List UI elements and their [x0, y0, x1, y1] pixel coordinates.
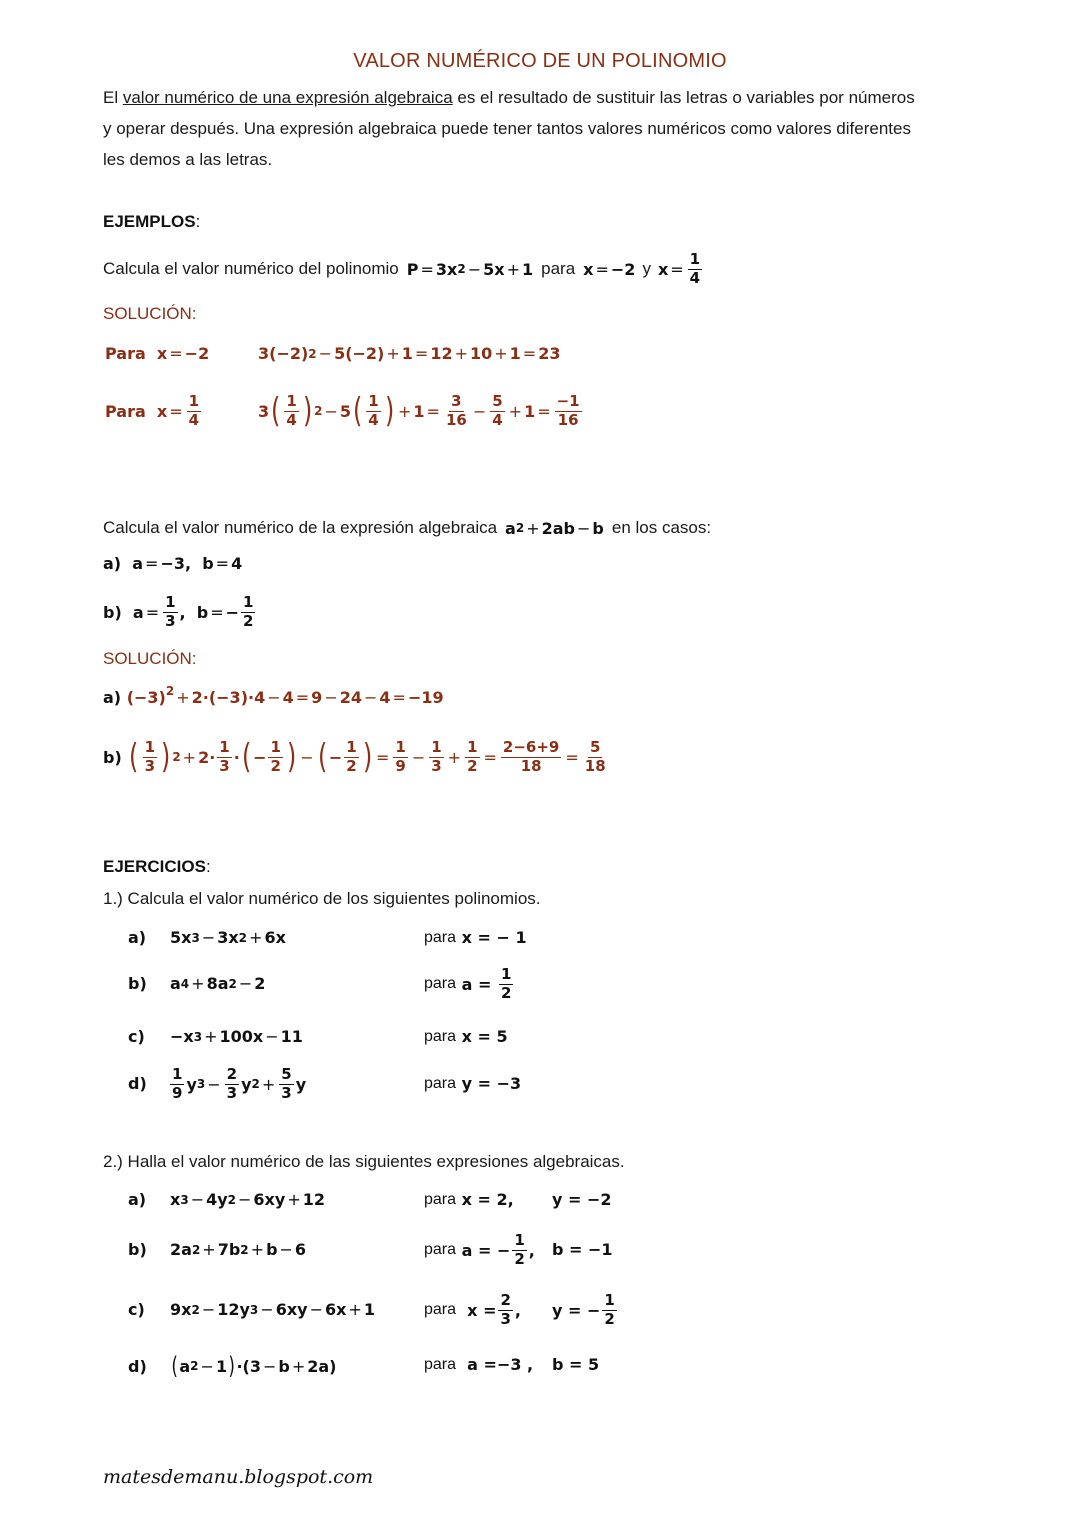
example1-cond2: x = $\frac{1}{4}$ — [657, 249, 701, 287]
exercise1-d-cond: para y = −3 — [424, 1074, 522, 1093]
intro-line-1-end: es el resultado de sustituir las letras o variables por números — [452, 88, 915, 107]
exercise2-a-expr: x 3 − 4y 2 − 6xy + 12 — [170, 1190, 325, 1209]
intro-line-3: les demos a las letras. — [103, 150, 273, 169]
exercise2-b-label: b) — [128, 1240, 147, 1259]
intro-line-2: y operar después. Una expresión algebraica puede tener tantos valores numéricos como valores diferentes — [103, 119, 911, 138]
exercise2-d-cond2: b = 5 — [552, 1355, 600, 1374]
exercise1-a-cond: para x = − 1 — [424, 928, 527, 947]
exercise2-a-label: a) — [128, 1190, 147, 1209]
example1-row1-expr: 3(−2) 2 − 5(−2) + 1 = 12 + 10 + 1 = 23 — [258, 344, 561, 363]
example1-row1-label: Para x = −2 — [105, 344, 210, 363]
exercise1-c-label: c) — [128, 1027, 145, 1046]
definition-term: valor numérico de una expresión algebraica — [122, 88, 453, 107]
example1-row2-expr: 3 ( 1 4 ) 2 − 5 ( 1 4 ) + 1 = $\frac{3}{16}$ − $\frac{5}{4}$ + 1 = $\frac{-1}{16}$ — [258, 391, 580, 431]
intro-line-1-start: El — [103, 88, 123, 107]
exercise2-c-cond2: y = − 1 2 — [552, 1290, 615, 1328]
exercise2-d-expr: ( a 2 − 1 ) ·(3 − b + 2a) — [171, 1352, 337, 1380]
example2-suffix: en los casos: — [611, 518, 712, 537]
exercise1-b-label: b) — [128, 974, 147, 993]
exercise2-c-label: c) — [128, 1300, 145, 1319]
page-title: VALOR NUMÉRICO DE UN POLINOMIO — [353, 50, 727, 72]
exercise2-d-label: d) — [128, 1356, 147, 1376]
example1-cond1: x = −2 — [583, 259, 636, 279]
exercise1-b-cond: para a = 1 2 — [424, 964, 512, 1002]
example1-y: y — [642, 259, 651, 278]
example1-prompt — [103, 246, 704, 292]
example2-solution-a: a) $(-3)^2 + 2\cdot(-3)\cdot 4 - 4 = 9 - 24 - 4 = -19$ — [103, 684, 444, 707]
exercise2-b-cond2: b = −1 — [552, 1240, 613, 1259]
exercise2-c-cond: para x = 2 3 , — [424, 1290, 521, 1328]
footer-site: matesdemanu.blogspot.com — [103, 1466, 374, 1488]
example2-solution-b: b) ( 1 3 ) 2 + 2· $\frac{1}{3}$ · ( − 1 2 ) − ( − 1 2 ) = $\frac{1}{9}$ − $\frac{1}{3}$ + $\frac{1}{2}$ = $\frac{2-6+9}{18}$ = $\frac{5}{18}$ — [103, 737, 606, 777]
exercise1-d-label: d) — [128, 1074, 147, 1093]
exercise2-c-expr: 9x 2 − 12y 3 − 6xy − 6x + 1 — [170, 1300, 375, 1319]
exercise1-c-cond: para x = 5 — [424, 1027, 508, 1046]
example1-polynomial: P = 3x 2 − 5x + 1 — [406, 259, 534, 279]
example2-prompt-text: Calcula el valor numérico de la expresión algebraica — [103, 518, 498, 537]
exercise1-a-expr: 5x 3 − 3x 2 + 6x — [170, 928, 286, 947]
exercise1-d-expr: 1 9 y 3 − $\frac{2}{3}$ y 2 + $\frac{5}{3}$ y — [172, 1064, 307, 1102]
exercise1-b-expr: a 4 + 8a 2 − 2 — [170, 974, 266, 993]
example1-row2-label: Para x = $\frac{1}{4}$ — [105, 391, 200, 429]
example2-expression: a 2 + 2ab − b — [505, 518, 604, 538]
exercise2-b-cond: para a = − 1 2 , — [424, 1230, 535, 1268]
example1-prompt-text: Calcula el valor numérico del polinomio — [103, 259, 399, 278]
example2-solution-label: SOLUCIÓN: — [103, 649, 197, 668]
intro-line-1 — [103, 88, 915, 108]
exercise1-c-expr: −x 3 + 100x − 11 — [170, 1027, 303, 1046]
example2-case-b: b) a = $\frac{1}{3}$ , b = − $\frac{1}{2}$ — [103, 592, 254, 630]
exercise2-a-cond: para x = 2, — [424, 1190, 514, 1209]
exercise2-title: 2.) Halla el valor numérico de las siguientes expresiones algebraicas. — [103, 1152, 625, 1171]
example2-prompt — [103, 518, 711, 538]
exercise2-d-cond: para a =−3 , — [424, 1355, 534, 1374]
exercise2-a-cond2: y = −2 — [552, 1190, 612, 1209]
example1-para: para — [541, 259, 576, 278]
exercise1-title: 1.) Calcula el valor numérico de los siguientes polinomios. — [103, 889, 541, 908]
example1-solution-label: SOLUCIÓN: — [103, 304, 197, 323]
exercise2-b-expr: 2a 2 + 7b 2 + b − 6 — [170, 1240, 307, 1259]
exercise1-a-label: a) — [128, 928, 147, 947]
example2-case-a: a) a = −3, b = 4 — [103, 554, 243, 573]
exercises-heading: EJERCICIOS: — [103, 857, 211, 876]
examples-heading: EJEMPLOS: — [103, 212, 201, 231]
